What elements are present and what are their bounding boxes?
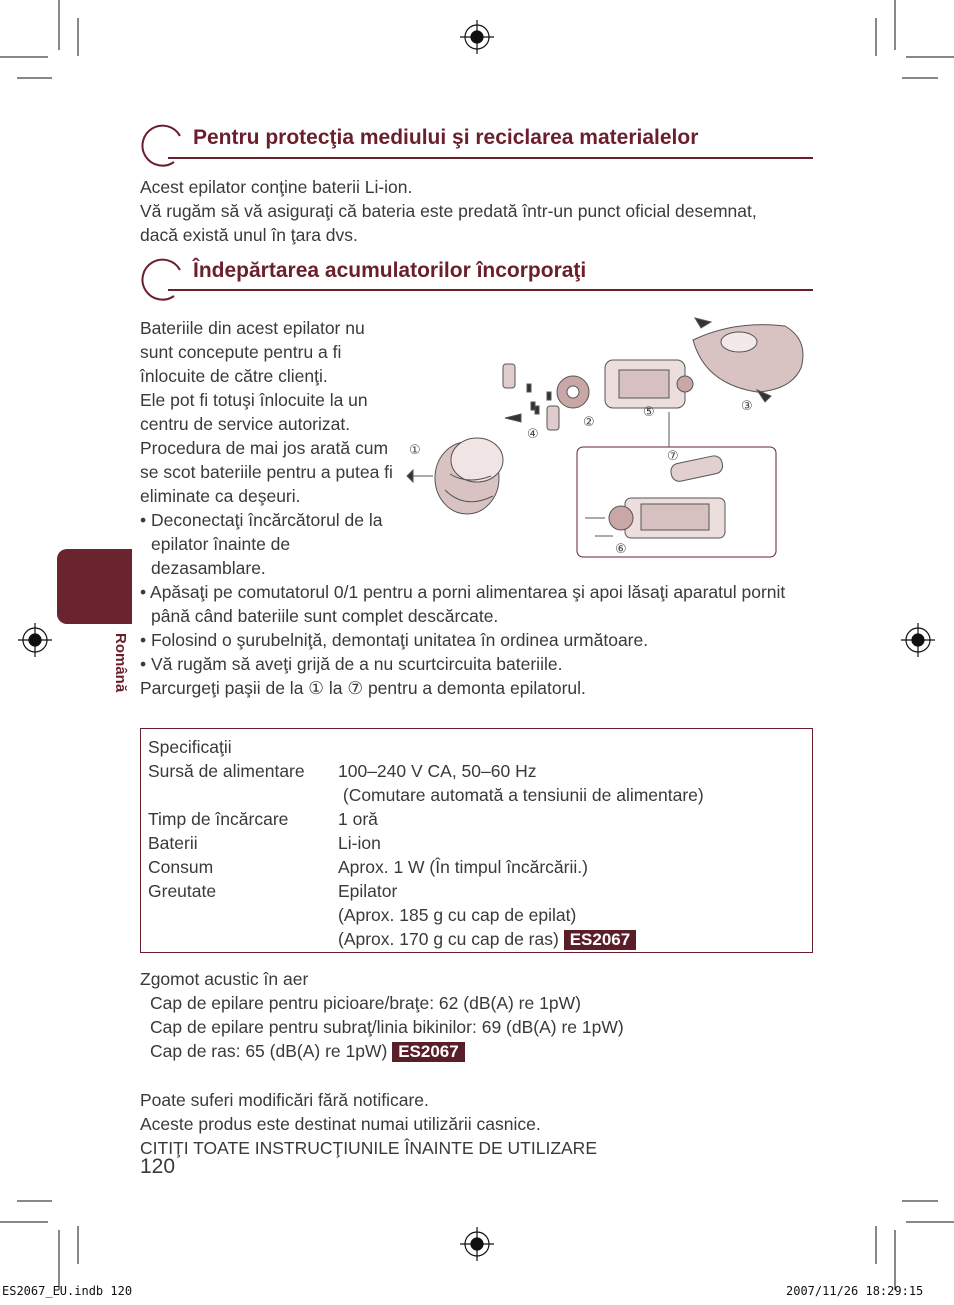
diagram-label: ② (583, 415, 595, 430)
diagram-label: ① (409, 443, 421, 458)
section-title: Pentru protecţia mediului şi reciclarea materialelor (193, 126, 699, 149)
paragraph: Acest epilator conţine baterii Li-ion. Vă rugăm să vă asiguraţi că bateria este predată într-un punct oficial desemnat, dacă există unul în ţara dvs. (140, 177, 757, 245)
noise-section: Zgomot acustic în aer Cap de epilare pentru picioare/braţe: 62 (dB(A) re 1pW) Cap de epilare pentru subraţ/linia bikinilor: 69 (dB(A) re 1pW) Cap de ras: 65 (dB(A) re 1pW) ES2067 (140, 969, 624, 1062)
list-item: • Folosind o şurubelniţă, demontaţi unitatea în ordinea următoare. (140, 630, 649, 650)
diagram-label: ④ (527, 427, 539, 442)
disassembly-diagram (405, 310, 815, 562)
specifications-labels: Sursă de alimentare Timp de încărcare Baterii Consum Greutate (148, 761, 305, 901)
paragraph: Bateriile din acest epilator nu sunt concepute pentru a fi înlocuite de către clienţi. Ele pot fi totuşi înlocuite la un centru de service autorizat. Procedura de mai jos arată cum se scot bateriile pentru a putea fi eliminate ca deşeuri. • Deconectaţi încărcătorul de la epilator înainte de dezasamblare. • Apăsaţi pe comutatorul 0/1 pentru a porni alimentarea şi apoi lăsaţi aparatul pornit până când bateriile sunt complet descărcate. • Folosind o şurubelniţă, demontaţi unitatea în ordinea următoare. • Vă rugăm să aveţi grijă de a nu scurtcircuita bateriile. Parcurgeţi paşii de la ① la ⑦ pentru a demonta epilatorul. (140, 318, 786, 699)
diagram-label: ⑦ (667, 449, 679, 464)
language-label: Română (112, 633, 129, 693)
section-title: Îndepărtarea acumulatorilor încorporaţi (193, 259, 587, 282)
section-rule (168, 157, 813, 159)
footer-date: 2007/11/26 18:29:15 (786, 1284, 924, 1298)
language-tab (57, 549, 132, 624)
section-rule (168, 289, 813, 291)
section-icon (138, 124, 188, 170)
specifications-heading: Specificaţii (148, 737, 232, 757)
list-item: • Vă rugăm să aveţi grijă de a nu scurtcircuita bateriile. (140, 654, 563, 674)
page-number: 120 (140, 1155, 176, 1178)
list-item: • Deconectaţi încărcătorul de la (140, 510, 383, 530)
steps-line: Parcurgeţi paşii de la ① la ⑦ pentru a demonta epilatorul. (140, 678, 586, 699)
footer-file: ES2067_EU.indb 120 (2, 1284, 133, 1298)
list-item: • Apăsaţi pe comutatorul 0/1 pentru a porni alimentarea şi apoi lăsaţi aparatul pornit (140, 582, 786, 602)
notes: Poate suferi modificări fără notificare. Aceste produs este destinat numai utilizării casnice. CITIŢI TOATE INSTRUCŢIUNILE ÎNAINTE DE UTILIZARE (140, 1090, 597, 1158)
diagram-label: ⑥ (615, 542, 627, 557)
section-icon (138, 258, 188, 304)
specifications-values: 100–240 V CA, 50–60 Hz (Comutare automată a tensiunii de alimentare) 1 oră Li-ion Aprox. 1 W (În timpul încărcării.) Epilator (Aprox. 185 g cu cap de epilat) (Aprox. 170 g cu cap de ras) ES2067 (338, 761, 704, 950)
diagram-label: ③ (741, 399, 753, 414)
model-badge: ES2067 (564, 930, 637, 950)
diagram-label: ⑤ (643, 405, 655, 420)
model-badge: ES2067 (392, 1042, 465, 1062)
